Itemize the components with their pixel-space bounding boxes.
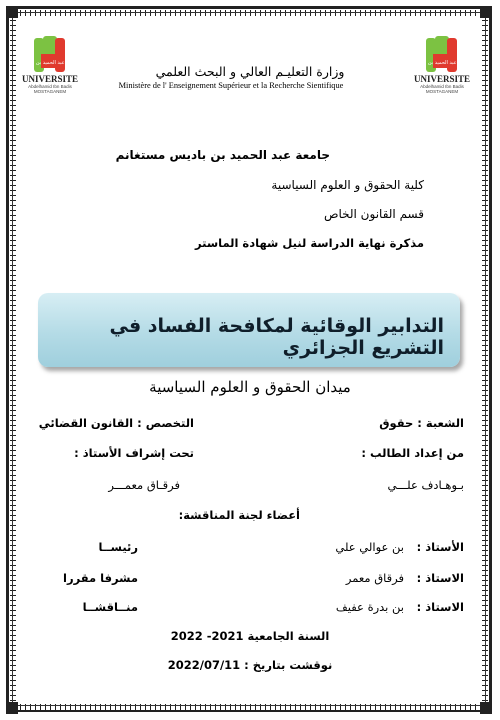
department-name: قسم القانون الخاص	[323, 207, 424, 221]
thesis-title-box	[38, 293, 460, 367]
university-logo-icon	[413, 34, 471, 74]
university-name: جامعة عبد الحميد بن باديس مستغانم	[115, 148, 330, 162]
committee-member-name: فرقاق معمر	[345, 571, 404, 585]
border-corner	[480, 6, 492, 18]
defense-date: نوقشت بتاريخ : 2022/07/11	[167, 658, 333, 672]
study-field: ميدان الحقوق و العلوم السياسية	[149, 378, 351, 396]
logo-city-text: MOSTAGANEM	[33, 89, 67, 94]
committee-member-role: رئيســا	[98, 540, 138, 554]
committee-member-title: الأستاذ :	[416, 540, 464, 554]
academic-year: السنة الجامعية 2021- 2022	[170, 629, 330, 643]
ministry-arabic: وزارة التعليـم العالي و البحث العلمي	[155, 64, 345, 79]
committee-heading: أعضاء لجنة المناقشة:	[178, 508, 300, 522]
memo-description: مذكرة نهاية الدراسة لنيل شهادة الماستر	[194, 236, 424, 250]
specialty: التخصص : القانون القضائي	[38, 416, 194, 430]
supervisor-name: فرقـاق معمـــر	[108, 478, 180, 492]
university-logo-left	[18, 34, 82, 104]
logo-university-text: UNIVERSITE	[21, 74, 79, 84]
branch: الشعبة : حقوق	[379, 416, 464, 430]
ministry-french: Ministère de l' Enseignement Supérieur et la Recherche Sientifique	[118, 81, 344, 90]
logo-inner-text: جامعة عبد الحميد بن باديس	[413, 60, 471, 66]
committee-member-name: بن عوالي علي	[335, 540, 404, 554]
logo-city-text: MOSTAGANEM	[425, 89, 459, 94]
thesis-title: التدابير الوقائية لمكافحة الفساد في التشريع الجزائري	[109, 315, 444, 359]
student-name: بـوهـادف علـــي	[387, 478, 464, 492]
committee-member-role: مشرفا مقررا	[63, 571, 138, 585]
logo-inner-text: جامعة عبد الحميد بن باديس	[21, 60, 79, 66]
university-logo-right	[410, 34, 474, 104]
border-corner	[480, 702, 492, 714]
university-logo-icon	[21, 34, 79, 74]
committee-member-name: بن بدرة عفيف	[335, 600, 404, 614]
committee-member-role: منــاقشــا	[82, 600, 138, 614]
logo-sub-text: Abdelhamid Ibn Badis	[420, 84, 464, 89]
logo-sub-text: Abdelhamid Ibn Badis	[28, 84, 72, 89]
committee-member-title: الاستاذ :	[416, 600, 464, 614]
committee-member-title: الاستاذ :	[416, 571, 464, 585]
faculty-name: كلية الحقوق و العلوم السياسية	[271, 178, 424, 192]
border-corner	[6, 6, 18, 18]
border-corner	[6, 702, 18, 714]
prepared-by-label: من إعداد الطالب :	[361, 446, 464, 460]
supervisor-label: تحت إشراف الأستاذ :	[74, 446, 194, 460]
logo-university-text: UNIVERSITE	[413, 74, 471, 84]
